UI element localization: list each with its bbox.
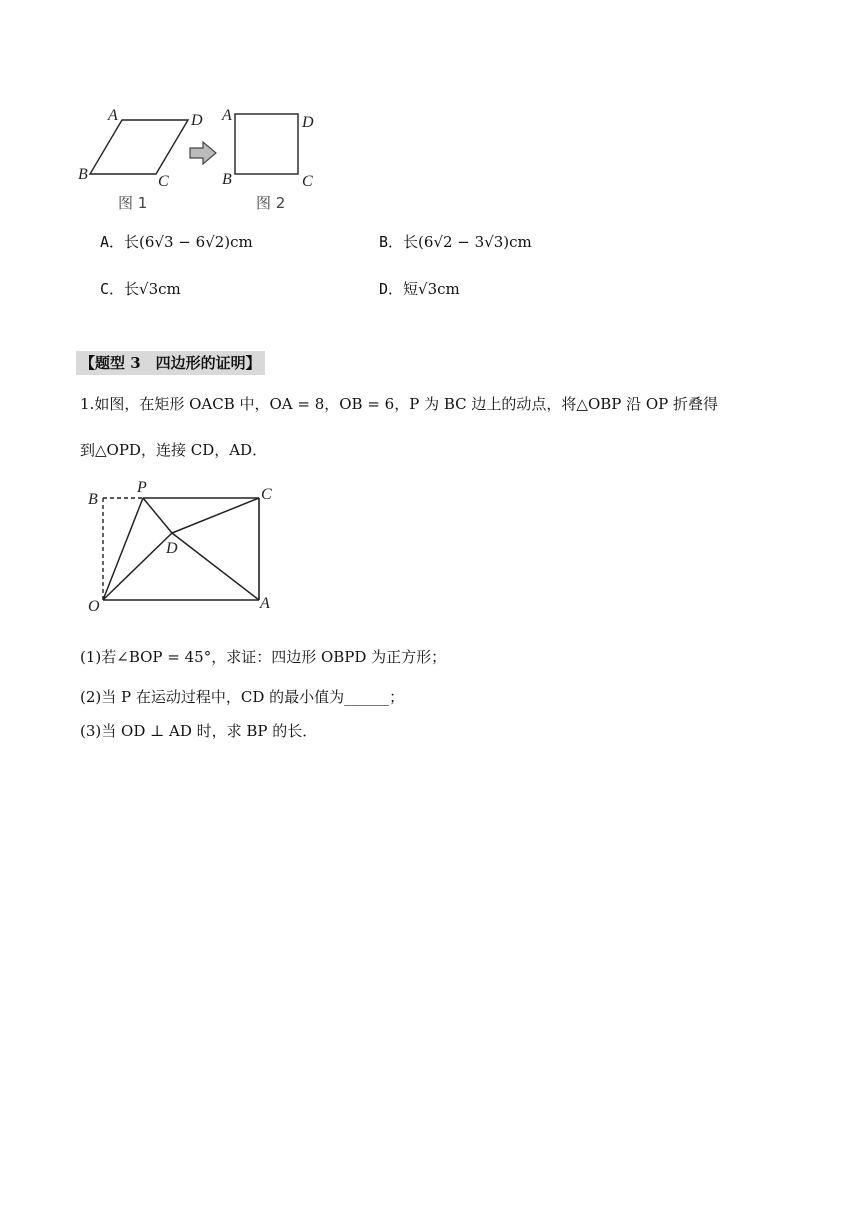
segment-OP (103, 498, 143, 600)
option-d-expr: √3 (418, 280, 438, 298)
fig2-caption: 图 2 (256, 194, 286, 212)
fig1-label-B: B (78, 166, 88, 183)
segment-DA (172, 533, 259, 600)
right-arrow-icon (190, 142, 216, 164)
fig1-label-D: D (191, 112, 203, 129)
label-C: C (261, 486, 272, 503)
option-c-letter: C． (100, 280, 125, 298)
square-shape (235, 114, 298, 174)
segment-PD (143, 498, 172, 533)
fig2-label-C: C (302, 173, 313, 190)
option-c-prefix: 长 (124, 280, 140, 298)
option-a-unit: cm (230, 233, 253, 251)
figure-1-parallelogram (70, 100, 340, 220)
option-b-expr: (6√2 − 3√3) (418, 233, 510, 251)
problem-statement-1: 如图，在矩形 OACB 中，OA = 8，OB = 6，P 为 BC 边上的动点，将△OBP 沿 OP 折叠得 (94, 395, 719, 413)
problem-line-2: 到△OPD，连接 CD，AD． (80, 441, 268, 459)
option-c-unit: cm (158, 280, 181, 298)
option-d-prefix: 短 (403, 280, 419, 298)
segment-DC (172, 498, 259, 533)
option-c (100, 278, 181, 300)
fig2-label-A: A (222, 107, 232, 124)
fig1-label-C: C (158, 173, 169, 190)
label-D: D (166, 540, 178, 557)
fig1-caption: 图 1 (118, 194, 148, 212)
question-3: (3)当 OD ⊥ AD 时，求 BP 的长． (80, 722, 318, 740)
fig2-label-D: D (302, 114, 314, 131)
figure-rectangle-fold (80, 478, 290, 618)
question-2: (2)当 P 在运动过程中，CD 的最小值为______； (80, 688, 405, 706)
option-a-expr: (6√3 − 6√2) (139, 233, 231, 251)
section-heading: 【题型 3 四边形的证明】 (76, 351, 265, 375)
label-P: P (137, 479, 147, 496)
option-b-prefix: 长 (403, 233, 419, 251)
option-a-prefix: 长 (124, 233, 140, 251)
option-c-expr: √3 (139, 280, 159, 298)
option-b (379, 231, 532, 253)
parallelogram-shape (90, 120, 188, 174)
option-d-unit: cm (437, 280, 460, 298)
problem-line-1 (80, 393, 718, 415)
fig1-label-A: A (108, 107, 118, 124)
option-b-letter: B． (379, 233, 404, 251)
label-B: B (88, 491, 98, 508)
problem-number: 1. (80, 395, 95, 413)
option-a-letter: A． (100, 233, 125, 251)
question-1: (1)若∠BOP = 45°，求证：四边形 OBPD 为正方形； (80, 648, 447, 666)
segment-OD (103, 533, 172, 600)
option-b-unit: cm (509, 233, 532, 251)
label-O: O (88, 598, 100, 615)
fig2-label-B: B (222, 171, 232, 188)
option-d (379, 278, 460, 300)
label-A: A (260, 595, 270, 612)
option-a (100, 231, 253, 253)
option-d-letter: D． (379, 280, 404, 298)
